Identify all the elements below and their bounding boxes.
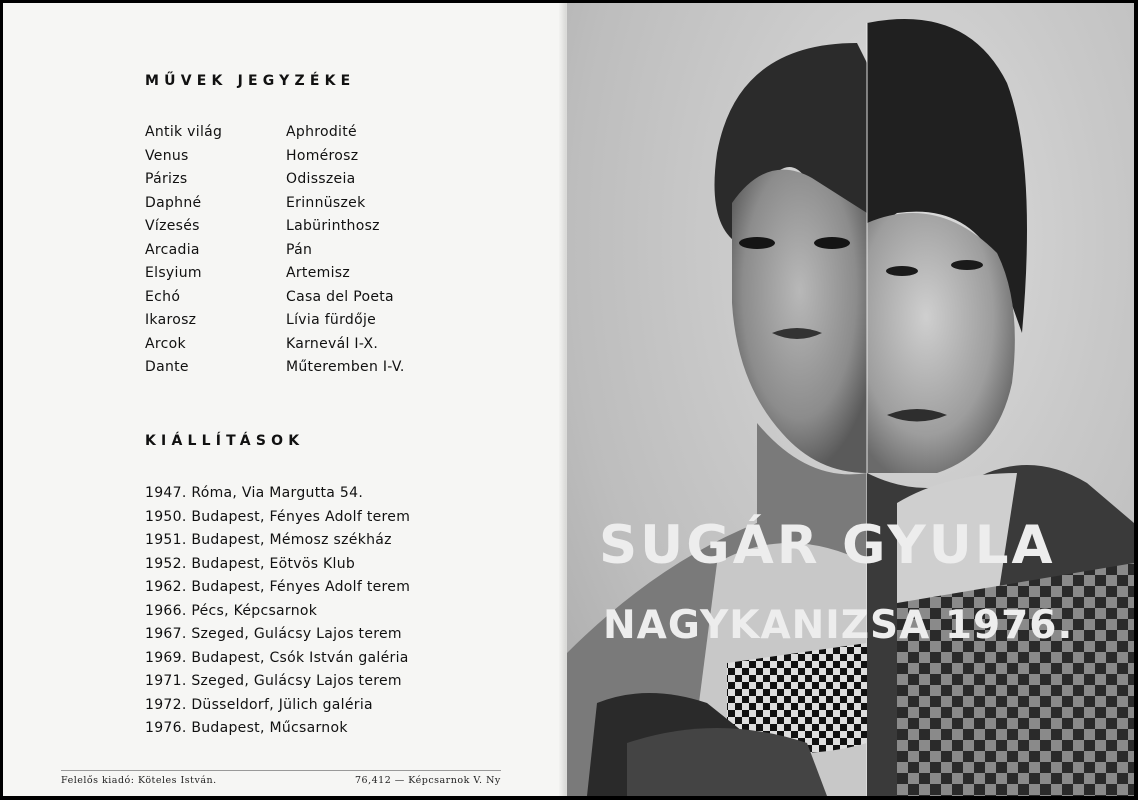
exhibition-entry: 1969. Budapest, Csók István galéria	[145, 649, 409, 666]
work-title: Vízesés	[145, 218, 200, 234]
footer-rule	[61, 770, 501, 771]
exhibition-entry: 1976. Budapest, Műcsarnok	[145, 720, 348, 736]
left-page	[3, 3, 565, 796]
work-title: Erinnüszek	[286, 194, 366, 211]
exhibition-entry: 1962. Budapest, Fényes Adolf terem	[145, 579, 411, 595]
work-title: Dante	[145, 359, 189, 375]
cover-place-year: NAGYKANIZSA 1976.	[603, 603, 1074, 648]
work-title: Odisszeia	[286, 171, 356, 187]
photomontage-portrait	[567, 3, 1134, 796]
work-title: Pán	[286, 241, 313, 258]
exhibition-entry: 1966. Pécs, Képcsarnok	[145, 602, 318, 619]
work-title: Homérosz	[286, 147, 359, 164]
scanned-brochure-spread	[3, 3, 1134, 796]
work-title: Aphrodité	[286, 124, 357, 140]
works-heading: MŰVEK JEGYZÉKE	[145, 73, 356, 89]
work-title: Artemisz	[286, 265, 351, 281]
work-title: Lívia fürdője	[286, 312, 377, 328]
work-title: Casa del Poeta	[286, 288, 394, 305]
work-title: Párizs	[145, 171, 188, 187]
footer-print-info: 76,412 — Képcsarnok V. Ny	[355, 775, 501, 786]
cover-artist-name: SUGÁR GYULA	[599, 515, 1056, 576]
exhibition-entry: 1971. Szeged, Gulácsy Lajos terem	[145, 673, 402, 689]
work-title: Arcok	[145, 335, 186, 352]
exhibition-entry: 1967. Szeged, Gulácsy Lajos terem	[145, 626, 402, 642]
work-title: Labürinthosz	[286, 218, 380, 234]
exhibition-entry: 1972. Düsseldorf, Jülich galéria	[145, 696, 373, 713]
exhibition-entry: 1952. Budapest, Eötvös Klub	[145, 555, 356, 572]
exhibitions-list	[145, 482, 410, 741]
works-column-2	[286, 121, 405, 380]
work-title: Karnevál I-X.	[286, 335, 379, 352]
cover-page	[567, 3, 1134, 796]
exhibitions-heading: KIÁLLÍTÁSOK	[145, 433, 305, 449]
exhibition-entry: 1950. Budapest, Fényes Adolf terem	[145, 508, 411, 525]
work-title: Venus	[145, 147, 189, 164]
exhibition-entry: 1951. Budapest, Mémosz székház	[145, 532, 392, 548]
work-title: Ikarosz	[145, 312, 197, 328]
exhibition-entry: 1947. Róma, Via Margutta 54.	[145, 485, 364, 501]
work-title: Daphné	[145, 194, 202, 211]
works-column-1	[145, 121, 222, 380]
work-title: Elsyium	[145, 265, 202, 281]
footer-publisher: Felelős kiadó: Köteles István.	[61, 775, 217, 786]
work-title: Antik világ	[145, 124, 223, 140]
work-title: Arcadia	[145, 241, 200, 258]
work-title: Echó	[145, 288, 181, 305]
work-title: Műteremben I-V.	[286, 359, 405, 375]
